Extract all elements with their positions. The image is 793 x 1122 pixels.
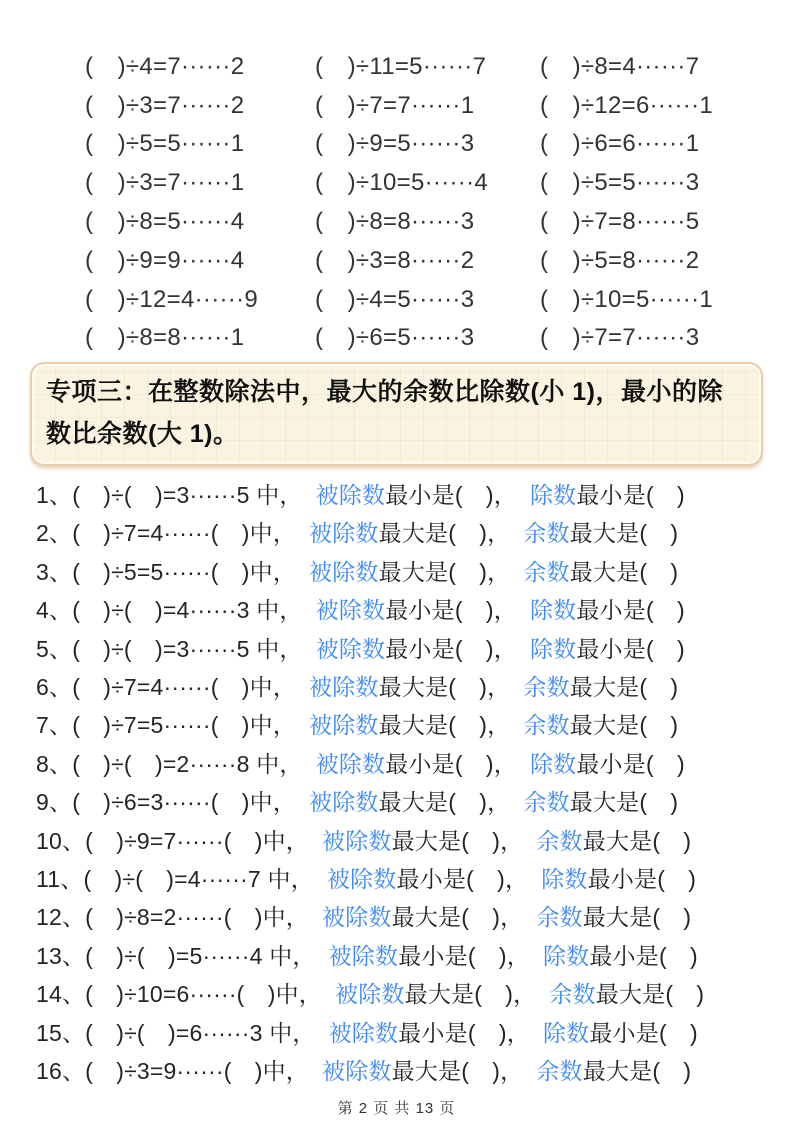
problem-term-second: 余数 <box>523 712 570 739</box>
problem-lead: 6、( )÷7=4······( )中， <box>36 674 297 701</box>
problem-term-second: 除数 <box>529 482 577 509</box>
problem-term-dividend: 被除数 <box>309 789 379 816</box>
problem-term-dividend: 被除数 <box>328 942 399 969</box>
problem-term-second: 除数 <box>542 1019 590 1046</box>
problem-row <box>36 590 793 628</box>
problem-lead: 14、( )÷10=6······( )中， <box>36 981 323 1008</box>
division-equation: ( )÷4=7······2 <box>85 52 245 80</box>
division-equation: ( )÷12=6······1 <box>540 91 714 119</box>
problem-tail: 最小是( ) <box>587 865 697 892</box>
problem-list <box>0 466 793 1088</box>
problem-mid: 最大是( )， <box>378 712 511 739</box>
division-equation: ( )÷8=4······7 <box>540 52 700 80</box>
section-header-text: 专项三：在整数除法中，最大的余数比除数(小 1)，最小的除数比余数(大 1)。 <box>46 378 724 449</box>
division-equation: ( )÷3=8······2 <box>315 246 475 274</box>
equation-grid <box>0 0 793 354</box>
problem-lead: 10、( )÷9=7······( )中， <box>36 827 310 854</box>
problem-mid: 最大是( )， <box>378 674 511 701</box>
problem-tail: 最小是( ) <box>576 597 685 624</box>
equation-grid-row <box>85 122 793 161</box>
division-equation: ( )÷6=6······1 <box>540 130 700 158</box>
problem-lead: 15、( )÷( )=6······3 中， <box>36 1019 316 1046</box>
division-equation: ( )÷10=5······1 <box>540 285 714 313</box>
problem-lead: 8、( )÷( )=2······8 中， <box>36 750 303 777</box>
problem-tail: 最小是( ) <box>576 750 685 777</box>
problem-term-dividend: 被除数 <box>315 750 386 777</box>
problem-lead: 11、( )÷( )=4······7 中， <box>36 865 314 892</box>
division-equation: ( )÷10=5······4 <box>315 169 489 197</box>
problem-tail: 最大是( ) <box>569 712 679 739</box>
problem-tail: 最大是( ) <box>569 674 679 701</box>
problem-term-dividend: 被除数 <box>309 558 379 585</box>
division-equation: ( )÷8=8······3 <box>315 208 475 236</box>
section-header-box <box>30 362 763 466</box>
division-equation: ( )÷7=8······5 <box>540 208 700 236</box>
problem-term-second: 余数 <box>536 1057 583 1084</box>
problem-mid: 最小是( )， <box>385 750 517 777</box>
problem-mid: 最大是( )， <box>391 904 524 931</box>
problem-row <box>36 628 793 666</box>
problem-term-dividend: 被除数 <box>322 904 392 931</box>
division-equation: ( )÷5=8······2 <box>540 246 700 274</box>
equation-grid-row <box>85 199 793 238</box>
problem-lead: 1、( )÷( )=3······5 中， <box>36 482 303 509</box>
page-number: 第 2 页 共 13 页 <box>337 1099 456 1117</box>
equation-grid-row <box>85 83 793 122</box>
problem-term-dividend: 被除数 <box>315 482 386 509</box>
equation-grid-row <box>85 316 793 355</box>
problem-mid: 最小是( )， <box>385 597 517 624</box>
problem-row <box>36 1050 793 1088</box>
division-equation: ( )÷3=7······2 <box>85 91 245 119</box>
equation-grid-row <box>85 277 793 316</box>
problem-mid: 最大是( )， <box>378 558 511 585</box>
problem-lead: 3、( )÷5=5······( )中， <box>36 558 297 585</box>
problem-mid: 最大是( )， <box>378 789 511 816</box>
problem-tail: 最大是( ) <box>569 789 679 816</box>
problem-term-dividend: 被除数 <box>335 981 405 1008</box>
problem-term-second: 除数 <box>541 865 588 892</box>
division-equation: ( )÷9=5······3 <box>315 130 475 158</box>
problem-term-dividend: 被除数 <box>322 1057 392 1084</box>
problem-term-second: 除数 <box>542 942 590 969</box>
problem-term-dividend: 被除数 <box>309 712 379 739</box>
problem-term-second: 余数 <box>523 520 570 547</box>
division-equation: ( )÷5=5······3 <box>540 169 700 197</box>
problem-mid: 最小是( )， <box>385 482 517 509</box>
problem-row <box>36 551 793 589</box>
problem-row <box>36 474 793 512</box>
problem-term-dividend: 被除数 <box>328 1019 399 1046</box>
problem-term-dividend: 被除数 <box>315 635 386 662</box>
problem-tail: 最小是( ) <box>589 1019 698 1046</box>
problem-lead: 5、( )÷( )=3······5 中， <box>36 635 303 662</box>
problem-term-dividend: 被除数 <box>315 597 386 624</box>
problem-mid: 最小是( )， <box>396 865 529 892</box>
problem-lead: 16、( )÷3=9······( )中， <box>36 1057 310 1084</box>
problem-term-second: 除数 <box>529 635 577 662</box>
problem-tail: 最大是( ) <box>582 1057 692 1084</box>
problem-row <box>36 666 793 704</box>
problem-lead: 12、( )÷8=2······( )中， <box>36 904 310 931</box>
equation-grid-row <box>85 44 793 83</box>
problem-mid: 最大是( )， <box>391 827 524 854</box>
problem-tail: 最大是( ) <box>595 981 705 1008</box>
division-equation: ( )÷3=7······1 <box>85 169 245 197</box>
problem-term-second: 除数 <box>529 750 577 777</box>
problem-row <box>36 897 793 935</box>
division-equation: ( )÷12=4······9 <box>85 285 259 313</box>
division-equation: ( )÷6=5······3 <box>315 324 475 352</box>
problem-term-dividend: 被除数 <box>309 520 379 547</box>
division-equation: ( )÷8=8······1 <box>85 324 245 352</box>
division-equation: ( )÷7=7······3 <box>540 324 700 352</box>
division-equation: ( )÷7=7······1 <box>315 91 475 119</box>
problem-lead: 7、( )÷7=5······( )中， <box>36 712 297 739</box>
problem-term-second: 余数 <box>549 981 596 1008</box>
problem-row <box>36 858 793 896</box>
equation-grid-row <box>85 238 793 277</box>
problem-mid: 最小是( )， <box>385 635 517 662</box>
problem-lead: 13、( )÷( )=5······4 中， <box>36 942 316 969</box>
division-equation: ( )÷8=5······4 <box>85 208 245 236</box>
problem-mid: 最大是( )， <box>404 981 537 1008</box>
problem-row <box>36 935 793 973</box>
problem-term-second: 除数 <box>529 597 577 624</box>
problem-mid: 最小是( )， <box>398 1019 530 1046</box>
problem-term-dividend: 被除数 <box>309 674 379 701</box>
problem-row <box>36 973 793 1011</box>
division-equation: ( )÷4=5······3 <box>315 285 475 313</box>
problem-lead: 2、( )÷7=4······( )中， <box>36 520 297 547</box>
problem-term-dividend: 被除数 <box>326 865 397 892</box>
problem-tail: 最小是( ) <box>576 482 685 509</box>
problem-row <box>36 705 793 743</box>
problem-mid: 最大是( )， <box>378 520 511 547</box>
problem-tail: 最小是( ) <box>576 635 685 662</box>
problem-row <box>36 1012 793 1050</box>
problem-tail: 最大是( ) <box>582 827 692 854</box>
problem-row <box>36 743 793 781</box>
problem-tail: 最小是( ) <box>589 942 698 969</box>
problem-row <box>36 513 793 551</box>
equation-grid-row <box>85 160 793 199</box>
problem-tail: 最大是( ) <box>582 904 692 931</box>
problem-mid: 最小是( )， <box>398 942 530 969</box>
division-equation: ( )÷5=5······1 <box>85 130 245 158</box>
problem-term-second: 余数 <box>523 558 570 585</box>
problem-mid: 最大是( )， <box>391 1057 524 1084</box>
problem-term-second: 余数 <box>523 789 570 816</box>
problem-term-dividend: 被除数 <box>322 827 392 854</box>
problem-tail: 最大是( ) <box>569 520 679 547</box>
problem-term-second: 余数 <box>523 674 570 701</box>
problem-tail: 最大是( ) <box>569 558 679 585</box>
problem-lead: 4、( )÷( )=4······3 中， <box>36 597 303 624</box>
problem-term-second: 余数 <box>536 827 583 854</box>
problem-term-second: 余数 <box>536 904 583 931</box>
problem-row <box>36 820 793 858</box>
problem-row <box>36 782 793 820</box>
problem-lead: 9、( )÷6=3······( )中， <box>36 789 297 816</box>
division-equation: ( )÷9=9······4 <box>85 246 245 274</box>
division-equation: ( )÷11=5······7 <box>315 52 487 80</box>
